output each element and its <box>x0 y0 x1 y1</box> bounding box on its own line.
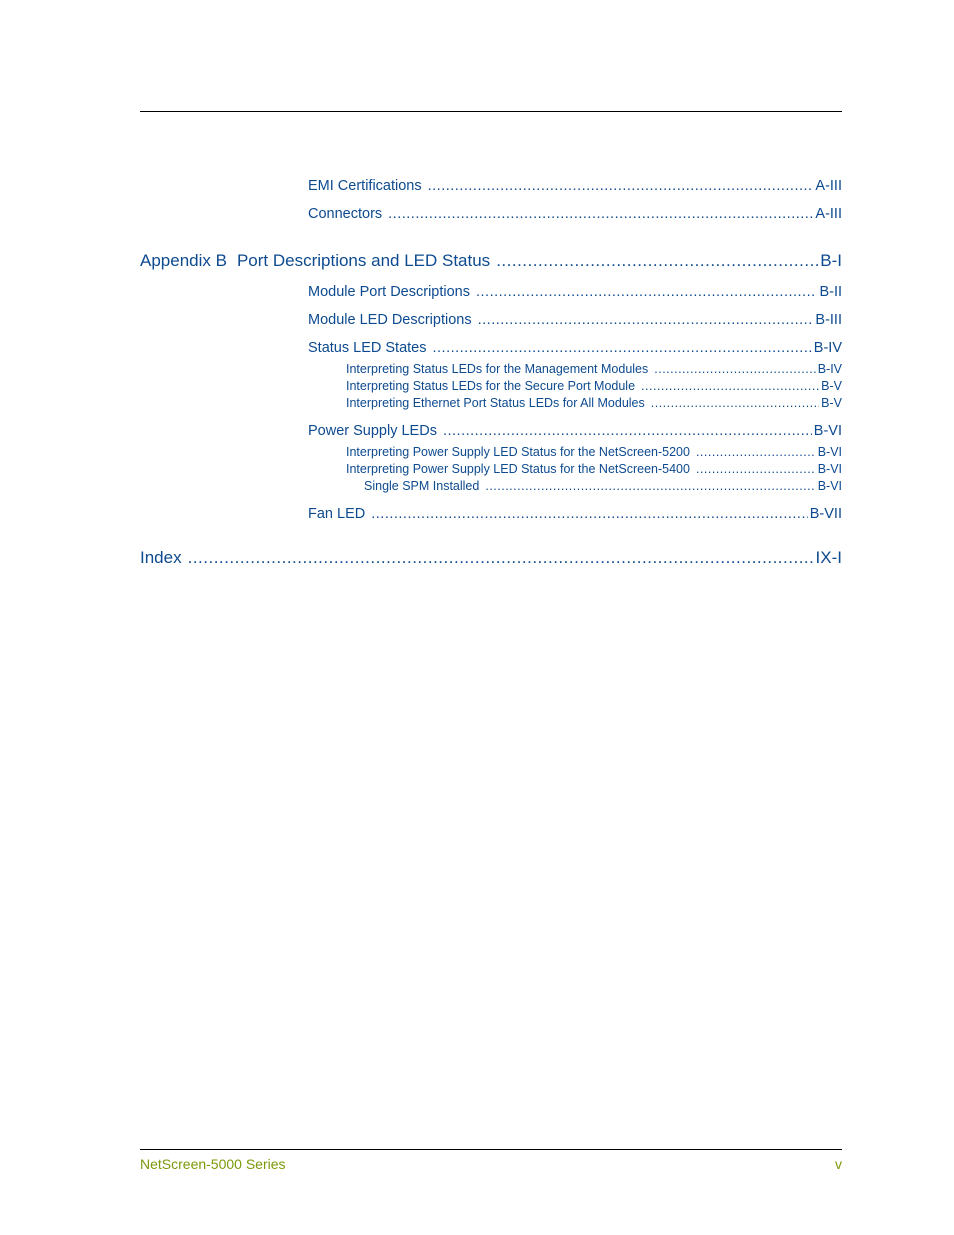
toc-entry-title: Status LED States <box>308 340 427 356</box>
toc-entry-title: Module LED Descriptions <box>308 312 472 328</box>
header-rule <box>140 111 842 112</box>
toc-subentry[interactable] <box>346 445 842 461</box>
toc-chapter-entry[interactable] <box>140 251 842 273</box>
footer-page-number: v <box>835 1156 842 1172</box>
toc-entry-page: A-III <box>815 178 842 194</box>
toc-appendix-label: Appendix B <box>140 251 227 270</box>
toc-entry-page: B-VI <box>817 462 842 476</box>
toc-dot-leader <box>696 462 816 476</box>
toc-entry-title: Interpreting Status LEDs for the Management Modules <box>346 362 649 376</box>
toc-subsubentry[interactable] <box>364 479 842 495</box>
toc-dot-leader <box>696 445 816 459</box>
toc-subentry[interactable] <box>346 379 842 395</box>
toc-entry-page: B-V <box>821 396 842 410</box>
toc-entry-title: Interpreting Status LEDs for the Secure Port Module <box>346 379 636 393</box>
toc-entry-title: EMI Certifications <box>308 178 422 194</box>
toc-subentry[interactable] <box>346 396 842 412</box>
toc-entry-title: Connectors <box>308 206 383 222</box>
toc-entry-title: Interpreting Power Supply LED Status for the NetScreen-5200 <box>346 445 690 459</box>
toc-subentry[interactable] <box>346 362 842 378</box>
toc-dot-leader <box>432 340 811 356</box>
toc-entry-page: A-III <box>815 206 842 222</box>
toc-entry[interactable] <box>308 206 842 224</box>
toc-entry-title: Index <box>140 548 182 567</box>
toc-entry-page: B-I <box>820 251 842 270</box>
toc-dot-leader <box>641 379 819 393</box>
toc-entry-page: B-VI <box>817 479 842 493</box>
toc-entry-page: B-IV <box>813 340 842 356</box>
toc-dot-leader <box>478 312 814 328</box>
toc-entry-page: B-V <box>821 379 842 393</box>
footer-product-name: NetScreen-5000 Series <box>140 1156 286 1172</box>
toc-entry-page: IX-I <box>815 548 842 567</box>
toc-entry-page: B-VI <box>813 423 842 439</box>
toc-dot-leader <box>188 548 814 568</box>
toc-dot-leader <box>371 506 808 522</box>
toc-entry-title: Module Port Descriptions <box>308 284 470 300</box>
toc-entry-page: B-VI <box>817 445 842 459</box>
footer-rule <box>140 1149 842 1150</box>
toc-dot-leader <box>496 251 818 271</box>
toc-subentry[interactable] <box>346 462 842 478</box>
toc-entry-title: Interpreting Power Supply LED Status for the NetScreen-5400 <box>346 462 690 476</box>
toc-entry-title: Interpreting Ethernet Port Status LEDs for All Modules <box>346 396 645 410</box>
toc-chapter-entry[interactable] <box>140 548 842 570</box>
toc-entry-page: B-IV <box>817 362 842 376</box>
toc-entry[interactable] <box>308 312 842 330</box>
toc-entry-title: Power Supply LEDs <box>308 423 437 439</box>
toc-entry-title: Port Descriptions and LED Status <box>236 251 491 270</box>
toc-entry-title: Fan LED <box>308 506 366 522</box>
toc-dot-leader <box>388 206 813 222</box>
toc-entry-title: Single SPM Installed <box>364 479 480 493</box>
toc-dot-leader <box>428 178 814 194</box>
toc-entry-page: B-VII <box>809 506 842 522</box>
toc-dot-leader <box>651 396 819 410</box>
toc-dot-leader <box>443 423 812 439</box>
toc-dot-leader <box>654 362 815 376</box>
toc-dot-leader <box>485 479 815 493</box>
toc-entry-page: B-II <box>819 284 842 300</box>
toc-entry[interactable] <box>308 506 842 524</box>
toc-entry[interactable] <box>308 340 842 358</box>
toc-entry[interactable] <box>308 178 842 196</box>
toc-entry[interactable] <box>308 423 842 441</box>
toc-entry[interactable] <box>308 284 842 302</box>
toc-entry-page: B-III <box>815 312 842 328</box>
toc-dot-leader <box>476 284 817 300</box>
